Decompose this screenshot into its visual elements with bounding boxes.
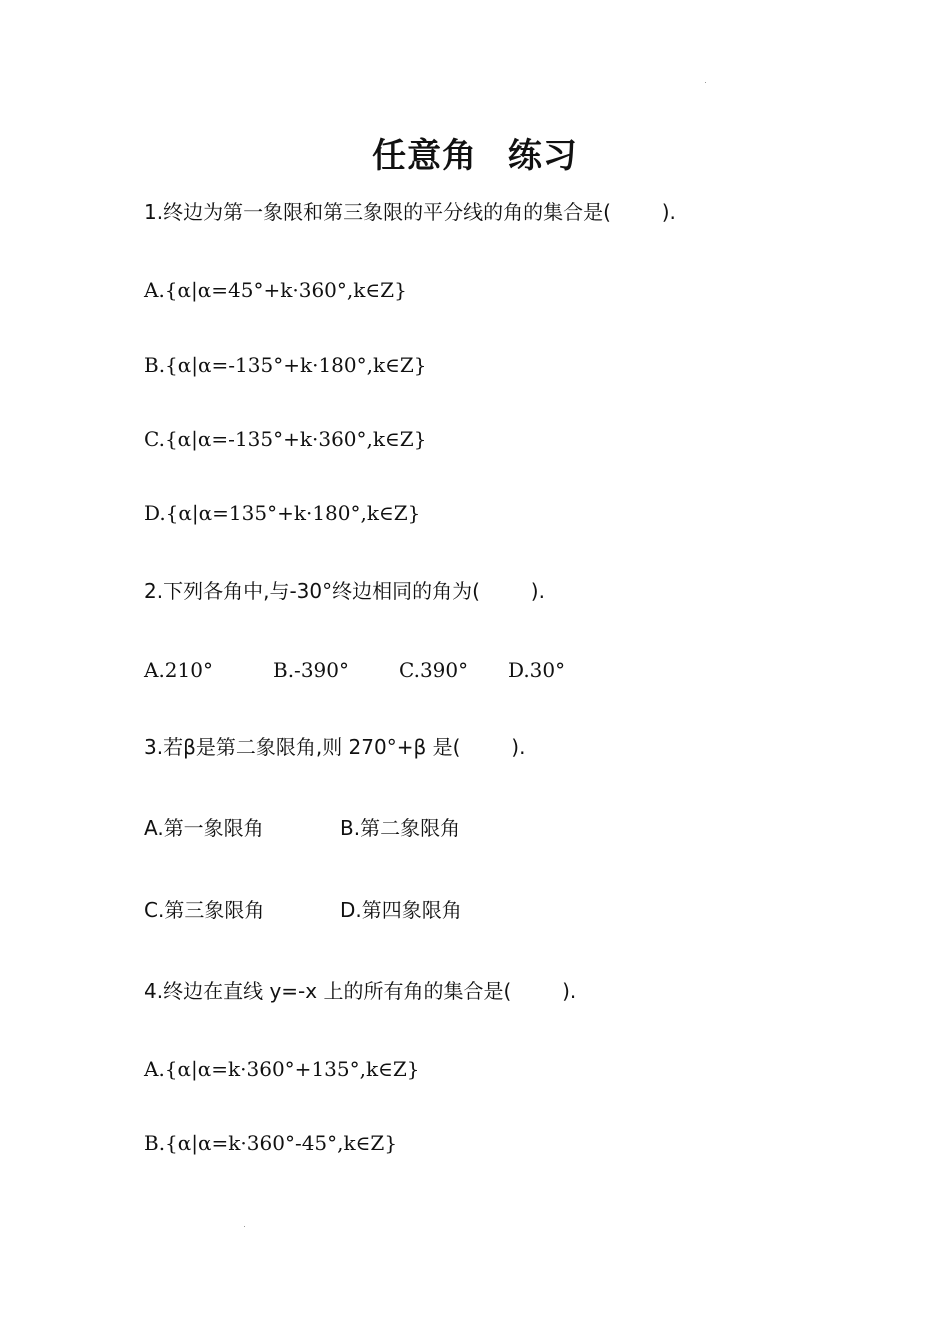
question-4-option-a: A.{α|α=k·360°+135°,k∈Z} <box>144 1057 420 1081</box>
scan-speck <box>244 1226 245 1227</box>
question-1-option-a: A.{α|α=45°+k·360°,k∈Z} <box>144 278 407 302</box>
question-3-option-d: D.第四象限角 <box>340 898 462 922</box>
question-1-option-c: C.{α|α=-135°+k·360°,k∈Z} <box>144 427 427 451</box>
question-2-option-c: C.390° <box>399 658 469 682</box>
question-3-option-a: A.第一象限角 <box>144 816 264 840</box>
page-title: 任意角 练习 <box>372 136 578 176</box>
question-1-stem: 1.终边为第一象限和第三象限的平分线的角的集合是( ). <box>144 200 676 224</box>
question-2-option-d: D.30° <box>508 658 566 682</box>
question-3-option-b: B.第二象限角 <box>340 816 461 840</box>
question-1-option-b: B.{α|α=-135°+k·180°,k∈Z} <box>144 353 427 377</box>
scan-speck <box>705 82 706 83</box>
question-3-option-c: C.第三象限角 <box>144 898 265 922</box>
question-2-stem: 2.下列各角中,与-30°终边相同的角为( ). <box>144 579 545 603</box>
question-4-stem: 4.终边在直线 y=-x 上的所有角的集合是( ). <box>144 979 577 1003</box>
question-1-option-d: D.{α|α=135°+k·180°,k∈Z} <box>144 501 421 525</box>
question-4-option-b: B.{α|α=k·360°-45°,k∈Z} <box>144 1131 398 1155</box>
question-2-option-b: B.-390° <box>273 658 349 682</box>
question-3-stem: 3.若β是第二象限角,则 270°+β 是( ). <box>144 735 526 759</box>
question-2-option-a: A.210° <box>144 658 213 682</box>
